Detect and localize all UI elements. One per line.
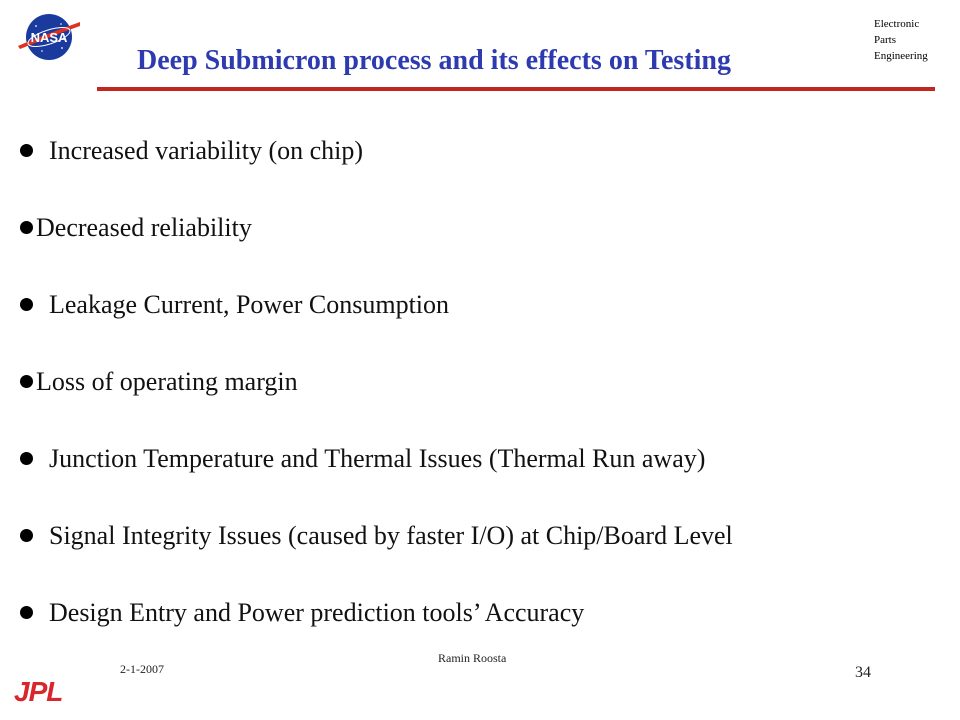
bullet-dot-icon — [20, 221, 33, 234]
bullet-list — [20, 112, 940, 651]
bullet-text: Signal Integrity Issues (caused by faster I/O) at Chip/Board Level — [49, 520, 733, 550]
svg-text:JPL: JPL — [14, 676, 63, 706]
bullet-item — [20, 266, 940, 343]
slide-title: Deep Submicron process and its effects on Testing — [137, 45, 732, 76]
bullet-item — [20, 189, 940, 266]
department-line: Engineering — [874, 50, 928, 62]
department-line: Electronic — [874, 18, 920, 30]
bullet-dot-icon — [20, 452, 33, 465]
bullet-item — [20, 112, 940, 189]
bullet-dot-icon — [20, 606, 33, 619]
bullet-dot-icon — [20, 375, 33, 388]
page-number: 34 — [855, 664, 871, 681]
jpl-logo-icon — [12, 674, 90, 706]
bullet-text: Junction Temperature and Thermal Issues (Thermal Run away) — [49, 443, 706, 473]
nasa-logo-icon — [14, 12, 84, 62]
bullet-text: Design Entry and Power prediction tools’ Accuracy — [49, 597, 585, 627]
bullet-item — [20, 343, 940, 420]
department-label — [874, 16, 928, 64]
department-line: Parts — [874, 34, 896, 46]
bullet-dot-icon — [20, 298, 33, 311]
footer-author: Ramin Roosta — [438, 651, 507, 665]
bullet-text: Increased variability (on chip) — [49, 135, 364, 165]
svg-text:NASA: NASA — [30, 30, 68, 45]
title-divider — [97, 87, 935, 91]
bullet-item — [20, 420, 940, 497]
bullet-dot-icon — [20, 144, 33, 157]
bullet-text: Leakage Current, Power Consumption — [49, 289, 450, 319]
footer-date: 2-1-2007 — [120, 662, 164, 676]
bullet-item — [20, 574, 940, 651]
bullet-dot-icon — [20, 529, 33, 542]
bullet-item — [20, 497, 940, 574]
bullet-text: Decreased reliability — [36, 212, 252, 242]
bullet-text: Loss of operating margin — [36, 366, 298, 396]
